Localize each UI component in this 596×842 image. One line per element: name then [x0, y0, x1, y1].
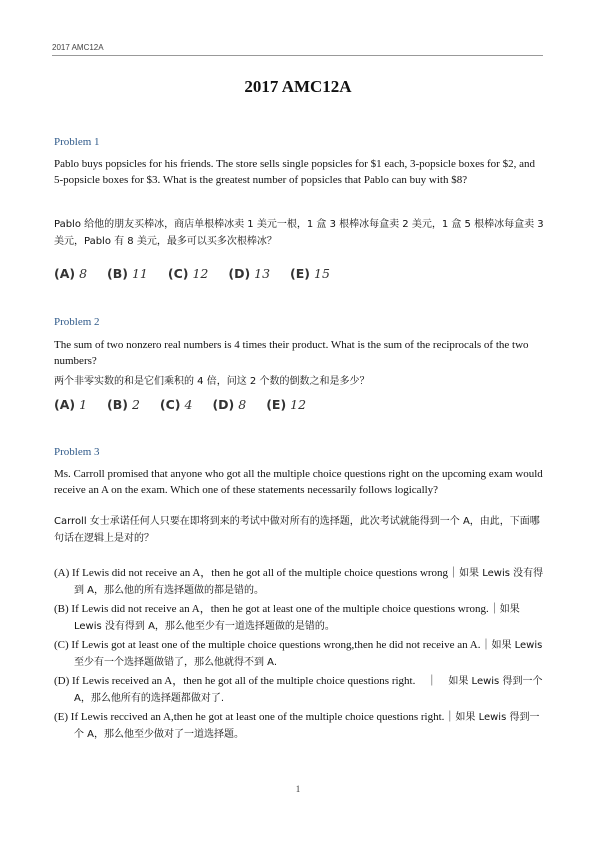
answer-choice: (C) 4 [159, 397, 193, 412]
running-header: 2017 AMC12A [52, 43, 104, 52]
problem-2-text-en: The sum of two nonzero real numbers is 4 times their product. What is the sum of the reciprocals of the two numbers? [54, 339, 529, 367]
problem-1-heading: Problem 1 [54, 136, 100, 148]
answer-choice: (D) 8 [212, 397, 247, 412]
problem-2-heading: Problem 2 [54, 316, 100, 328]
answer-choice: (E) 12 [266, 397, 307, 412]
choice-a: (A) If Lewis did not receive an A，then he got all of the multiple choice questions wrong｜如果 Lewis 没有得到 A，那么他的所有选择题做的都是错的。 [54, 567, 544, 596]
answer-choice: (E) 15 [290, 266, 330, 281]
answer-choice: (B) 11 [107, 266, 148, 281]
answer-choice: (B) 2 [107, 397, 140, 412]
answer-choice: (A) 1 [54, 397, 88, 412]
problem-1-answers [54, 266, 346, 281]
header-rule [52, 55, 543, 56]
choice-d: (D) If Lewis received an A，then he got all of the multiple choice questions right. ｜ 如果 Lewis 得到一个 A，那么他所有的选择题都做对了. [54, 675, 543, 704]
answer-choice: (C) 12 [167, 266, 209, 281]
problem-2-text-cn: 两个非零实数的和是它们乘积的 4 倍，问这 2 个数的倒数之和是多少？ [54, 376, 370, 387]
answer-choice: (D) 13 [228, 266, 271, 281]
problem-1-text-cn: Pablo 给他的朋友买棒冰，商店单根棒冰卖 1 美元一根，1 盒 3 根棒冰每盒卖 2 美元，1 盒 5 根棒冰每盒卖 3 美元，Pablo 有 8 美元，最多可以买多次根棒冰？ [54, 219, 544, 247]
choice-e: (E) If Lewis reccived an A,then he got at least one of the multiple choice questions right.｜如果 Lewis 得到一个 A，那么他至少做对了一道选择题。 [54, 711, 540, 740]
problem-3-choices [54, 565, 544, 745]
problem-3-heading: Problem 3 [54, 446, 100, 458]
problem-3-text-cn: Carroll 女士承诺任何人只要在即将到来的考试中做对所有的选择题，此次考试就能得到一个 A，由此，下面哪句话在逻辑上是对的？ [54, 516, 540, 544]
problem-1-text-en: Pablo buys popsicles for his friends. The store sells single popsicles for $1 each, 3-popsicle boxes for $2, and 5-popsicle boxes for $3. What is the greatest number of popsicles that Pablo can buy with $8? [54, 158, 535, 186]
problem-2-answers [54, 397, 322, 412]
page-title: 2017 AMC12A [244, 77, 352, 96]
choice-b: (B) If Lewis did not receive an A，then he got at least one of the multiple choice questions wrong.｜如果 Lewis 没有得到 A，那么他至少有一道选择题做的是错的。 [54, 603, 520, 632]
problem-3-text-en: Ms. Carroll promised that anyone who got all the multiple choice questions right on the upcoming exam would receive an A on the exam. Which one of these statements necessarily follows logically? [54, 468, 543, 496]
choice-c: (C) If Lewis got at least one of the multiple choice questions wrong,then he did not receive an A.｜如果 Lewis 至少有一个选择题做错了，那么他就得不到 A. [54, 639, 543, 668]
answer-choice: (A) 8 [54, 266, 88, 281]
page-number: 1 [295, 784, 301, 794]
